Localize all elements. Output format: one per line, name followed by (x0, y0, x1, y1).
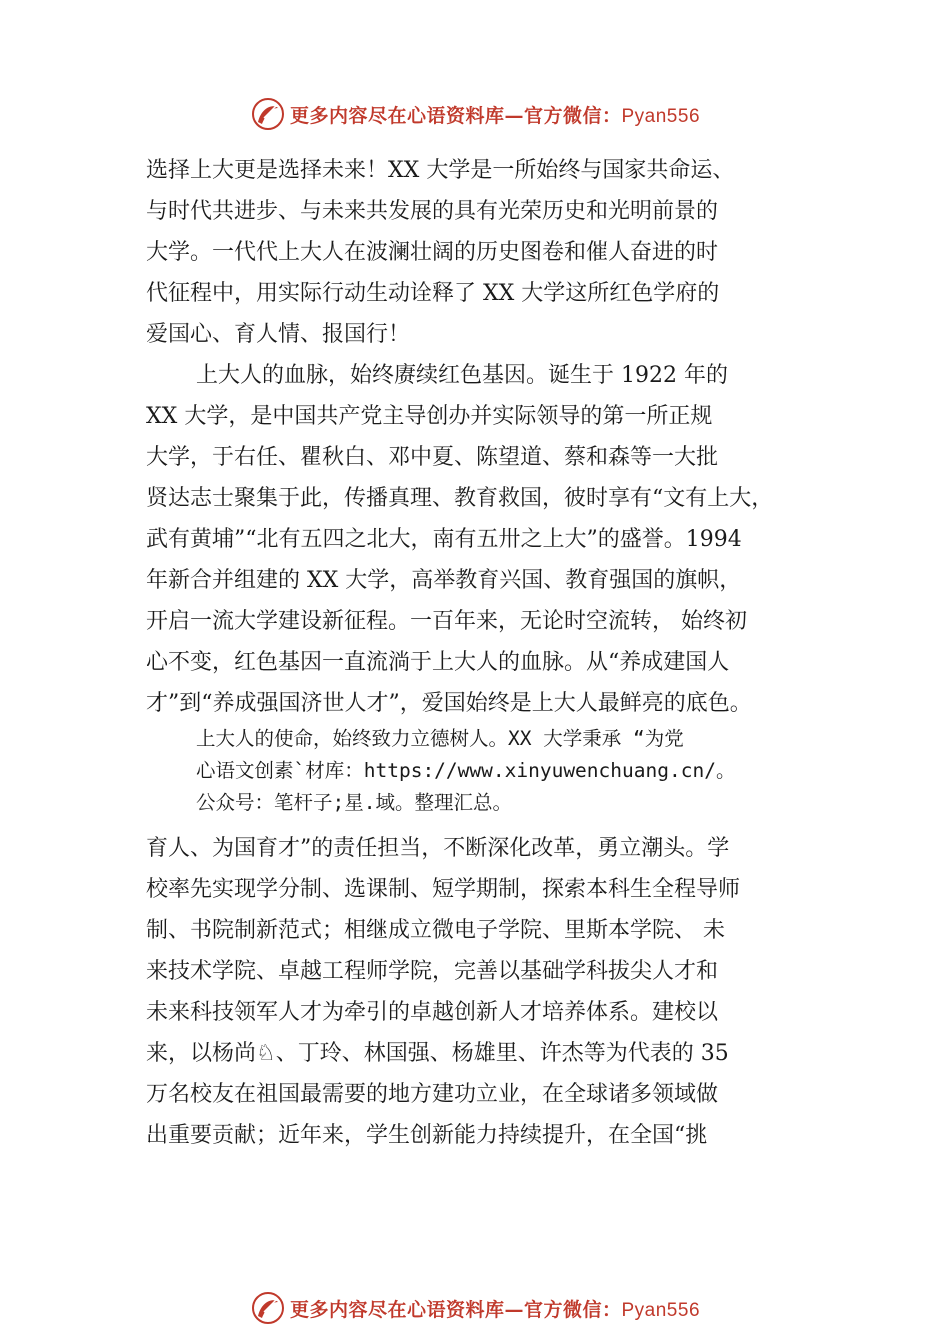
text-line: XX 大学，是中国共产党主导创办并实际领导的第一所正规 (146, 404, 713, 429)
text-line: 武有黄埔”“北有五四之北大，南有五卅之上大”的盛誉。1994 (146, 527, 742, 552)
text-line: 育人、为国育才”的责任担当，不断深化改革，勇立潮头。学 (146, 836, 730, 861)
text-line: 心不变，红色基因一直流淌于上大人的血脉。从“养成建国人 (146, 650, 730, 675)
brand-logo-icon (250, 1290, 286, 1326)
text-line: 爱国心、育人情、报国行！ (146, 322, 411, 347)
text-line: 万名校友在祖国最需要的地方建功立业，在全球诸多领域做 (146, 1082, 719, 1107)
text-line: 代征程中，用实际行动生动诠释了 XX 大学这所红色学府的 (146, 281, 720, 306)
text-line: 来，以杨尚♘、丁玲、林国强、杨雄里、许杰等为代表的 35 (146, 1041, 729, 1066)
header-banner-text: 更多内容尽在心语资料库—官方微信：Pyan556 (289, 104, 701, 127)
watermark-insert-block (196, 723, 735, 819)
wechat-id: Pyan556 (621, 1299, 701, 1321)
document-body-continued (146, 828, 846, 1156)
text-line: 大学。一代代上大人在波澜壮阔的历史图卷和催人奋进的时 (146, 240, 719, 265)
text-line: 来技术学院、卓越工程师学院，完善以基础学科拔尖人才和 (146, 959, 719, 984)
wechat-id: Pyan556 (621, 105, 701, 127)
text-line: 开启一流大学建设新征程。一百年来，无论时空流转， 始终初 (146, 609, 747, 634)
text-line: 制、书院制新范式；相继成立微电子学院、里斯本学院、 未 (146, 918, 725, 943)
brand-logo-icon (250, 96, 286, 132)
text-line: 与时代共进步、与未来共发展的具有光荣历史和光明前景的 (146, 199, 719, 224)
text-line: 才”到“养成强国济世人才”，爱国始终是上大人最鲜亮的底色。 (146, 691, 752, 716)
text-line: 年新合并组建的 XX 大学，高举教育兴国、教育强国的旗帜， (146, 568, 742, 593)
text-line: 贤达志士聚集于此，传播真理、教育救国，彼时享有“文有上大， (146, 486, 774, 511)
document-body (146, 150, 846, 724)
text-line: 上大人的血脉，始终赓续红色基因。诞生于 1922 年的 (196, 363, 728, 388)
text-line: 心语文创素`材库：https://www.xinyuwenchuang.cn/。 (196, 759, 736, 782)
footer-banner (0, 1288, 950, 1328)
text-line: 公众号：笔杆子;星.域。整理汇总。 (196, 791, 512, 814)
footer-banner-text: 更多内容尽在心语资料库—官方微信：Pyan556 (289, 1298, 701, 1321)
text-line: 校率先实现学分制、选课制、短学期制，探索本科生全程导师 (146, 877, 741, 902)
text-line: 上大人的使命，始终致力立德树人。XX 大学秉承 “为党 (196, 727, 684, 750)
text-line: 出重要贡献；近年来，学生创新能力持续提升，在全国“挑 (146, 1123, 708, 1148)
header-banner (0, 94, 950, 134)
text-line: 大学，于右任、瞿秋白、邓中夏、陈望道、蔡和森等一大批 (146, 445, 719, 470)
text-line: 未来科技领军人才为牵引的卓越创新人才培养体系。建校以 (146, 1000, 719, 1025)
text-line: 选择上大更是选择未来！XX 大学是一所始终与国家共命运、 (146, 158, 735, 183)
